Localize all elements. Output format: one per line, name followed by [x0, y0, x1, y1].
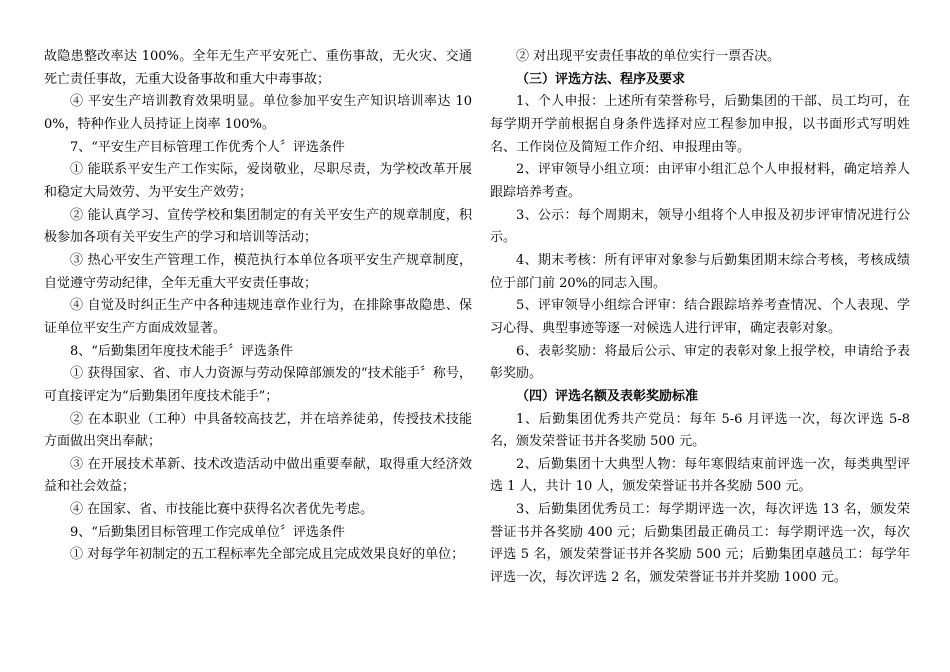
left-paragraph-5: ② 能认真学习、宣传学校和集团制定的有关平安生产的规章制度，积极参加各项有关平安生产的学习和培训等活动； [44, 207, 472, 246]
left-paragraph-10: ② 在本职业（工种）中具备较高技艺，并在培养徒弟，传授技术技能方面做出突出奉献； [44, 411, 472, 450]
left-paragraph-11: ③ 在开展技术革新、技术改造活动中做出重要奉献，取得重大经济效益和社会效益； [44, 456, 472, 495]
right-paragraph-9: 2、后勤集团十大典型人物：每年寒假结束前评选一次，每类典型评选 1 人，共计 10 人，颁发荣誉证书并各奖励 500 元。 [490, 456, 910, 495]
left-paragraph-13: 9、“后勤集团目标管理工作完成单位〞评选条件 [70, 524, 345, 540]
left-paragraph-3: 7、“平安生产目标管理工作优秀个人〞评选条件 [70, 139, 345, 155]
right-column [490, 46, 915, 590]
right-paragraph-3: 2、评审领导小组立项：由评审小组汇总个人申报材料，确定培养人跟踪培养考查。 [490, 162, 910, 200]
left-paragraph-9: ① 获得国家、省、市人力资源与劳动保障部颁发的“技术能手〞称号，可直接评定为“后勤集团年度技术能手”； [44, 366, 472, 404]
right-paragraph-8: 1、后勤集团优秀共产党员：每年 5-6 月评选一次，每次评选 5-8 名，颁发荣誉证书并各奖励 500 元。 [490, 411, 915, 450]
right-paragraph-6: 5、评审领导小组综合评审：结合跟踪培养考查情况、个人表现、学习心得、典型事迹等逐一对候选人进行评审，确定表彰对象。 [490, 298, 910, 336]
left-column [44, 46, 472, 567]
left-paragraph-4: ① 能联系平安生产工作实际，爱岗敬业，尽职尽责，为学校改革开展和稳定大局效劳、为平安生产效劳； [44, 162, 472, 200]
left-paragraph-1: 故隐患整改率达 100%。全年无生产平安死亡、重伤事故，无火灾、交通死亡责任事故，无重大设备事故和重大中毒事故； [44, 49, 472, 87]
left-paragraph-12: ④ 在国家、省、市技能比赛中获得名次者优先考虑。 [70, 502, 374, 518]
right-paragraph-5: 4、期末考核：所有评审对象参与后勤集团期末综合考核，考核成绩位于部门前 20%的同志入围。 [490, 252, 910, 291]
left-paragraph-7: ④ 自觉及时纠正生产中各种违规违章作业行为，在排除事故隐患、保证单位平安生产方面成效显著。 [44, 298, 472, 336]
left-paragraph-2: ④ 平安生产培训教育效果明显。单位参加平安生产知识培训率达 100%，特种作业人员持证上岗率 100%。 [44, 94, 472, 132]
right-paragraph-2: 1、个人申报：上述所有荣誉称号，后勤集团的干部、员工均可，在每学期开学前根据自身条件选择对应工程参加申报，以书面形式写明姓名、工作岗位及简短工作介绍、申报理由等。 [490, 94, 910, 155]
section-heading-4: （四）评选名额及表彰奖励标准 [516, 388, 699, 404]
left-paragraph-6: ③ 热心平安生产管理工作，模范执行本单位各项平安生产规章制度，自觉遵守劳动纪律，全年无重大平安责任事故； [44, 252, 472, 291]
right-paragraph-10: 3、后勤集团优秀员工：每学期评选一次，每次评选 13 名，颁发荣誉证书并各奖励 400 元；后勤集团最正确员工：每学期评选一次，每次评选 5 名，颁发荣誉证书并各奖励 500 元；后勤集团卓越员工：每学年评选一次，每次评选 2 名，颁发荣誉证书并并奖励 1000 元。 [490, 502, 910, 586]
section-heading-3: （三）评选方法、程序及要求 [516, 71, 686, 87]
right-paragraph-1: ② 对出现平安责任事故的单位实行一票否决。 [516, 49, 781, 64]
left-paragraph-14: ① 对每学年初制定的五工程标率先全部完成且完成效果良好的单位； [70, 547, 465, 563]
left-paragraph-8: 8、“后勤集团年度技术能手〞评选条件 [70, 343, 293, 359]
right-paragraph-7: 6、表彰奖励：将最后公示、审定的表彰对象上报学校，申请给予表彰奖励。 [490, 343, 910, 382]
right-paragraph-4: 3、公示：每个周期末，领导小组将个人申报及初步评审情况进行公示。 [490, 207, 910, 246]
